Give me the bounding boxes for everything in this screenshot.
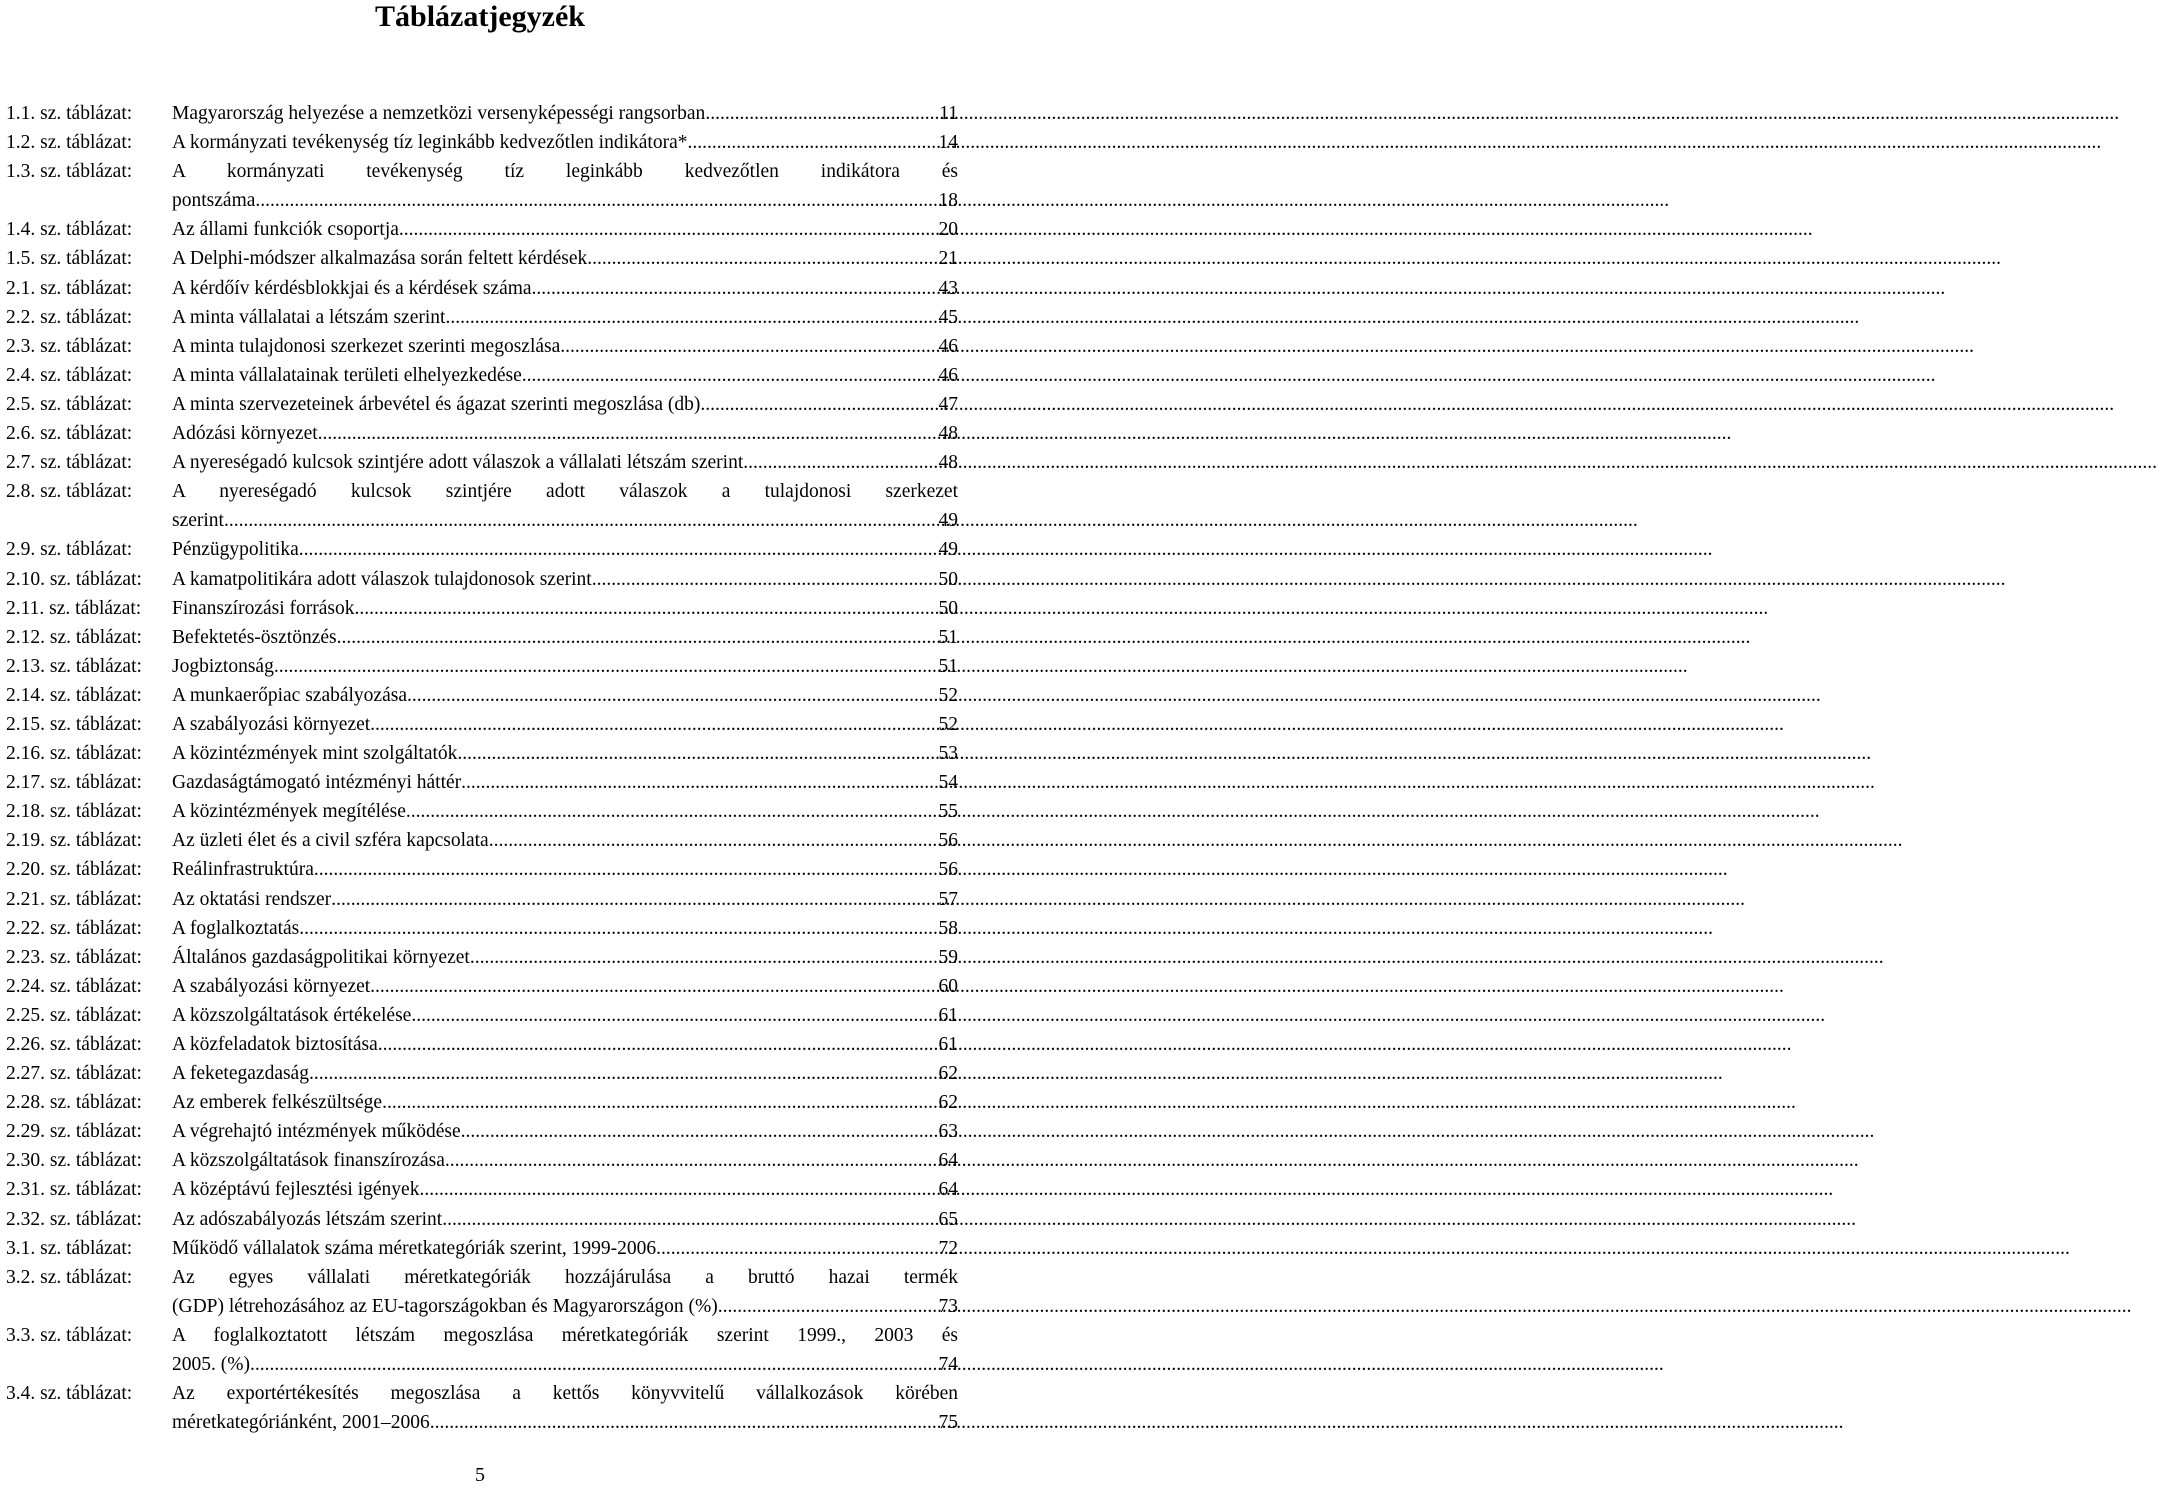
toc-entry[interactable] [6, 1146, 958, 1175]
toc-entry-title: A minta szervezeteinek árbevétel és ágazat szerinti megoszlása (db) [172, 393, 701, 415]
dot-leader [430, 1408, 937, 1437]
toc-entry-title: Adózási környezet [172, 423, 318, 445]
toc-entry-label: 2.6. sz. táblázat: [6, 423, 133, 445]
dot-leader [743, 448, 936, 477]
toc-entry-page: 75 [938, 1412, 958, 1434]
toc-entry[interactable] [6, 1263, 958, 1321]
toc-entry-page: 56 [938, 830, 958, 852]
toc-entry[interactable] [6, 361, 958, 390]
dot-leader [461, 1117, 937, 1146]
toc-entry[interactable] [6, 390, 958, 419]
toc-entry-page: 56 [938, 859, 958, 881]
dot-leader [700, 390, 936, 419]
toc-entry[interactable] [6, 303, 958, 332]
toc-entry[interactable] [6, 855, 958, 884]
toc-entry-page: 14 [938, 132, 958, 154]
dot-leader [355, 594, 937, 623]
toc-entry-title: A nyereségadó kulcsok szintjére adott válaszok a vállalati létszám szerint [172, 452, 744, 474]
toc-entry[interactable] [6, 1379, 958, 1437]
toc-entry[interactable] [6, 332, 958, 361]
toc-entry[interactable] [6, 215, 958, 244]
toc-entry-label: 1.5. sz. táblázat: [6, 248, 133, 270]
toc-entry-title: A középtávú fejlesztési igények [172, 1179, 420, 1201]
toc-entry-label: 1.1. sz. táblázat: [6, 103, 133, 124]
toc-entry-page: 49 [938, 510, 958, 532]
dot-leader [560, 332, 936, 361]
dot-leader [532, 274, 937, 303]
dot-leader [461, 768, 936, 797]
toc-entry-title: A közintézmények megítélése [172, 801, 406, 823]
toc-entry-title: Gazdaságtámogató intézményi háttér [172, 772, 462, 794]
toc-entry[interactable] [6, 1175, 958, 1204]
dot-leader [445, 303, 936, 332]
toc-entry-title: Jogbiztonság [172, 655, 274, 677]
toc-entry[interactable] [6, 128, 958, 157]
dot-leader [318, 419, 937, 448]
dot-leader [250, 1350, 937, 1379]
toc-entry-page: 46 [938, 335, 958, 357]
toc-entry-label: 2.23. sz. táblázat: [6, 946, 142, 968]
dot-leader [337, 623, 937, 652]
toc-entry[interactable] [6, 448, 958, 477]
toc-entry-label: 2.9. sz. táblázat: [6, 539, 133, 561]
toc-entry-title: A Delphi-módszer alkalmazása során feltett kérdések [172, 248, 588, 270]
dot-leader [411, 1001, 936, 1030]
toc-entry-label: 2.16. sz. táblázat: [6, 743, 142, 765]
toc-entry-page: 11 [939, 103, 958, 124]
toc-entry-page: 62 [938, 1092, 958, 1114]
toc-entry-label: 2.30. sz. táblázat: [6, 1150, 142, 1172]
toc-entry-label: 3.3. sz. táblázat: [6, 1324, 133, 1346]
toc-entry-title: Az emberek felkészültsége [172, 1092, 383, 1114]
toc-entry-title: Az egyes vállalati méretkategóriák hozzájárulása a bruttó hazai termék [172, 1266, 958, 1288]
dot-leader [370, 972, 936, 1001]
toc-entry[interactable] [6, 710, 958, 739]
toc-entry-title: A közszolgáltatások finanszírozása [172, 1150, 445, 1172]
toc-entry[interactable] [6, 768, 958, 797]
toc-entry-page: 51 [938, 626, 958, 648]
toc-entry-page: 61 [938, 1004, 958, 1026]
dot-leader [688, 128, 937, 157]
toc-entry[interactable] [6, 565, 958, 594]
toc-entry-title: A közintézmények mint szolgáltatók [172, 743, 458, 765]
toc-entry-title: A minta vállalatainak területi elhelyezkedése [172, 364, 522, 386]
page-title: Táblázatjegyzék [375, 0, 585, 33]
toc-entry-title: A foglalkoztatott létszám megoszlása méretkategóriák szerint 1999., 2003 és [172, 1324, 958, 1346]
toc-entry-label: 2.17. sz. táblázat: [6, 772, 142, 794]
toc-entry[interactable] [6, 797, 958, 826]
dot-leader [419, 1175, 936, 1204]
toc-entry-title: A szabályozási környezet [172, 975, 371, 997]
dot-leader [592, 565, 937, 594]
toc-entry[interactable] [6, 419, 958, 448]
toc-entry[interactable] [6, 914, 958, 943]
toc-entry-page: 20 [938, 219, 958, 241]
toc-entry[interactable] [6, 652, 958, 681]
dot-leader [457, 739, 936, 768]
toc-entry-title: A feketegazdaság [172, 1063, 309, 1085]
toc-entry-page: 21 [938, 248, 958, 270]
toc-entry-label: 2.29. sz. táblázat: [6, 1121, 142, 1143]
toc-entry-label: 1.2. sz. táblázat: [6, 132, 133, 154]
dot-leader [370, 710, 936, 739]
dot-leader [314, 855, 937, 884]
toc-entry-page: 50 [938, 597, 958, 619]
toc-entry-title: A munkaerőpiac szabályozása [172, 684, 407, 706]
toc-entry-label: 2.14. sz. táblázat: [6, 684, 142, 706]
toc-entry-title: A kormányzati tevékenység tíz leginkább kedvezőtlen indikátora* [172, 132, 688, 154]
toc-entry[interactable] [6, 1205, 958, 1234]
toc-entry-page: 64 [938, 1179, 958, 1201]
toc-entry[interactable] [6, 623, 958, 652]
toc-entry-page: 55 [938, 801, 958, 823]
toc-entry-label: 2.18. sz. táblázat: [6, 801, 142, 823]
toc-entry-page: 72 [938, 1237, 958, 1259]
toc-entry-title: 2005. (%) [172, 1354, 250, 1376]
toc-entry-title: A kamatpolitikára adott válaszok tulajdonosok szerint [172, 568, 592, 590]
toc-entry-page: 43 [938, 277, 958, 299]
dot-leader [656, 1234, 936, 1263]
toc-entry-label: 2.24. sz. táblázat: [6, 975, 142, 997]
dot-leader [470, 943, 937, 972]
toc-entry-page: 50 [938, 568, 958, 590]
toc-entry-page: 53 [938, 743, 958, 765]
dot-leader [255, 186, 936, 215]
dot-leader [309, 1059, 937, 1088]
toc-entry-label: 2.31. sz. táblázat: [6, 1179, 142, 1201]
toc-entry-page: 63 [938, 1121, 958, 1143]
toc-entry[interactable] [6, 739, 958, 768]
toc-entry-label: 2.12. sz. táblázat: [6, 626, 142, 648]
dot-leader [378, 1030, 937, 1059]
dot-leader [407, 681, 937, 710]
toc-entry-title: Az állami funkciók csoportja [172, 219, 399, 241]
toc-entry-label: 2.5. sz. táblázat: [6, 393, 133, 415]
dot-leader [587, 244, 936, 273]
toc-entry-title: A közfeladatok biztosítása [172, 1034, 378, 1055]
toc-entry-label: 2.1. sz. táblázat: [6, 277, 133, 299]
toc-entry-title: A közszolgáltatások értékelése [172, 1004, 412, 1026]
toc-entry-page: 59 [938, 946, 958, 968]
toc-entry-label: 3.1. sz. táblázat: [6, 1237, 133, 1259]
toc-entry-page: 51 [938, 655, 958, 677]
toc-entry-page: 52 [938, 684, 958, 706]
toc-entry[interactable] [6, 1234, 958, 1263]
dot-leader [299, 535, 937, 564]
toc-entry-page: 65 [938, 1208, 958, 1230]
toc-entry-title: A minta tulajdonosi szerkezet szerinti megoszlása [172, 335, 561, 357]
toc-entry-title: Az exportértékesítés megoszlása a kettős könyvvitelű vállalkozások körében [172, 1383, 958, 1405]
toc-entry-title: Magyarország helyezése a nemzetközi versenyképességi rangsorban [172, 103, 706, 124]
toc-entry[interactable] [6, 1117, 958, 1146]
toc-entry-label: 2.10. sz. táblázat: [6, 568, 142, 590]
dot-leader [406, 797, 937, 826]
toc-entry[interactable] [6, 477, 958, 535]
toc-entry-page: 54 [938, 772, 958, 794]
toc-entry[interactable] [6, 594, 958, 623]
dot-leader [224, 506, 937, 535]
toc-entry[interactable] [6, 1321, 958, 1379]
toc-entry-label: 2.7. sz. táblázat: [6, 452, 133, 474]
toc-entry-title: szerint [172, 510, 224, 532]
toc-entry[interactable] [6, 244, 958, 273]
page-number: 5 [475, 1464, 485, 1486]
dot-leader [442, 1205, 936, 1234]
toc-entry[interactable] [6, 972, 958, 1001]
toc-entry-title: Pénzügypolitika [172, 539, 299, 561]
dot-leader [705, 99, 937, 128]
toc-entry-label: 2.4. sz. táblázat: [6, 364, 133, 386]
toc-entry-label: 2.25. sz. táblázat: [6, 1004, 142, 1026]
toc-entry-title: (GDP) létrehozásához az EU-tagországokban és Magyarországon (%) [172, 1295, 718, 1317]
toc-entry[interactable] [6, 826, 958, 855]
dot-leader [299, 914, 936, 943]
toc-entry[interactable] [6, 1059, 958, 1088]
toc-entry[interactable] [6, 943, 958, 972]
toc-entry-title: A végrehajtó intézmények működése [172, 1121, 461, 1143]
toc-entry-title: Befektetés-ösztönzés [172, 626, 337, 648]
toc-entry-page: 64 [938, 1150, 958, 1172]
toc-entry-page: 48 [938, 452, 958, 474]
toc-entry[interactable] [6, 157, 958, 215]
toc-entry-title: A kérdőív kérdésblokkjai és a kérdések száma [172, 277, 532, 299]
toc-entry-title: Finanszírozási források [172, 597, 355, 619]
toc-entry-label: 3.4. sz. táblázat: [6, 1383, 133, 1405]
toc-entry-page: 52 [938, 713, 958, 735]
toc-entry-page: 18 [938, 190, 958, 212]
toc-entry-label: 3.2. sz. táblázat: [6, 1266, 133, 1288]
toc-entry-page: 74 [938, 1354, 958, 1376]
toc-entry-label: 2.8. sz. táblázat: [6, 481, 133, 503]
toc-entry-page: 57 [938, 888, 958, 910]
toc-entry-page: 47 [938, 393, 958, 415]
toc-entry-page: 46 [938, 364, 958, 386]
toc-entry-label: 2.28. sz. táblázat: [6, 1092, 142, 1114]
dot-leader [445, 1146, 937, 1175]
toc-entry-title: Az oktatási rendszer [172, 888, 332, 910]
toc-entry-page: 62 [938, 1063, 958, 1085]
toc-entry-title: Általános gazdaságpolitikai környezet [172, 946, 470, 968]
toc-entry[interactable] [6, 274, 958, 303]
toc-entry-title: Reálinfrastruktúra [172, 859, 314, 881]
toc-entry-title: Az üzleti élet és a civil szféra kapcsolata [172, 830, 489, 852]
toc-entry-label: 2.15. sz. táblázat: [6, 713, 142, 735]
toc-entry-title: A minta vállalatai a létszám szerint [172, 306, 446, 328]
toc-entry-page: 60 [938, 975, 958, 997]
toc-entry-label: 2.22. sz. táblázat: [6, 917, 142, 939]
toc-entry-title: méretkategóriánként, 2001–2006 [172, 1412, 430, 1434]
toc-entry[interactable] [6, 535, 958, 564]
dot-leader [522, 361, 937, 390]
toc-entry[interactable] [6, 1088, 958, 1117]
toc-entry-page: 48 [938, 423, 958, 445]
toc-entry-label: 1.4. sz. táblázat: [6, 219, 133, 241]
toc-entry[interactable] [6, 681, 958, 710]
toc-entry-page: 45 [938, 306, 958, 328]
toc-entry-title: A szabályozási környezet [172, 713, 371, 735]
toc-entry[interactable] [6, 1030, 958, 1059]
toc-entry-label: 2.13. sz. táblázat: [6, 655, 142, 677]
toc-entry-label: 2.26. sz. táblázat: [6, 1034, 142, 1055]
toc-entry[interactable] [6, 99, 958, 128]
dot-leader [489, 826, 937, 855]
toc-entry-title: pontszáma [172, 190, 256, 212]
toc-entry-title: Az adószabályozás létszám szerint [172, 1208, 443, 1230]
toc-entry-title: A foglalkoztatás [172, 917, 300, 939]
toc-entry-title: Működő vállalatok száma méretkategóriák szerint, 1999-2006 [172, 1237, 657, 1259]
toc-entry-label: 2.32. sz. táblázat: [6, 1208, 142, 1230]
toc-entry-page: 58 [938, 917, 958, 939]
toc-entry-title: A nyereségadó kulcsok szintjére adott válaszok a tulajdonosi szerkezet [172, 481, 958, 503]
toc-entry-label: 1.3. sz. táblázat: [6, 161, 133, 183]
toc-entry-page: 61 [938, 1034, 958, 1055]
toc-entry-label: 2.27. sz. táblázat: [6, 1063, 142, 1085]
dot-leader [331, 885, 936, 914]
toc-entry-label: 2.2. sz. táblázat: [6, 306, 133, 328]
toc-entry[interactable] [6, 885, 958, 914]
dot-leader [274, 652, 937, 681]
toc-entry-label: 2.3. sz. táblázat: [6, 335, 133, 357]
table-of-tables [6, 99, 958, 1437]
toc-entry-page: 49 [938, 539, 958, 561]
dot-leader [382, 1088, 936, 1117]
dot-leader [718, 1292, 937, 1321]
toc-entry-label: 2.21. sz. táblázat: [6, 888, 142, 910]
toc-entry[interactable] [6, 1001, 958, 1030]
toc-entry-page: 73 [938, 1295, 958, 1317]
toc-entry-label: 2.20. sz. táblázat: [6, 859, 142, 881]
toc-entry-label: 2.11. sz. táblázat: [6, 597, 142, 619]
toc-entry-label: 2.19. sz. táblázat: [6, 830, 142, 852]
toc-entry-title: A kormányzati tevékenység tíz leginkább kedvezőtlen indikátora és [172, 161, 958, 183]
dot-leader [399, 215, 937, 244]
